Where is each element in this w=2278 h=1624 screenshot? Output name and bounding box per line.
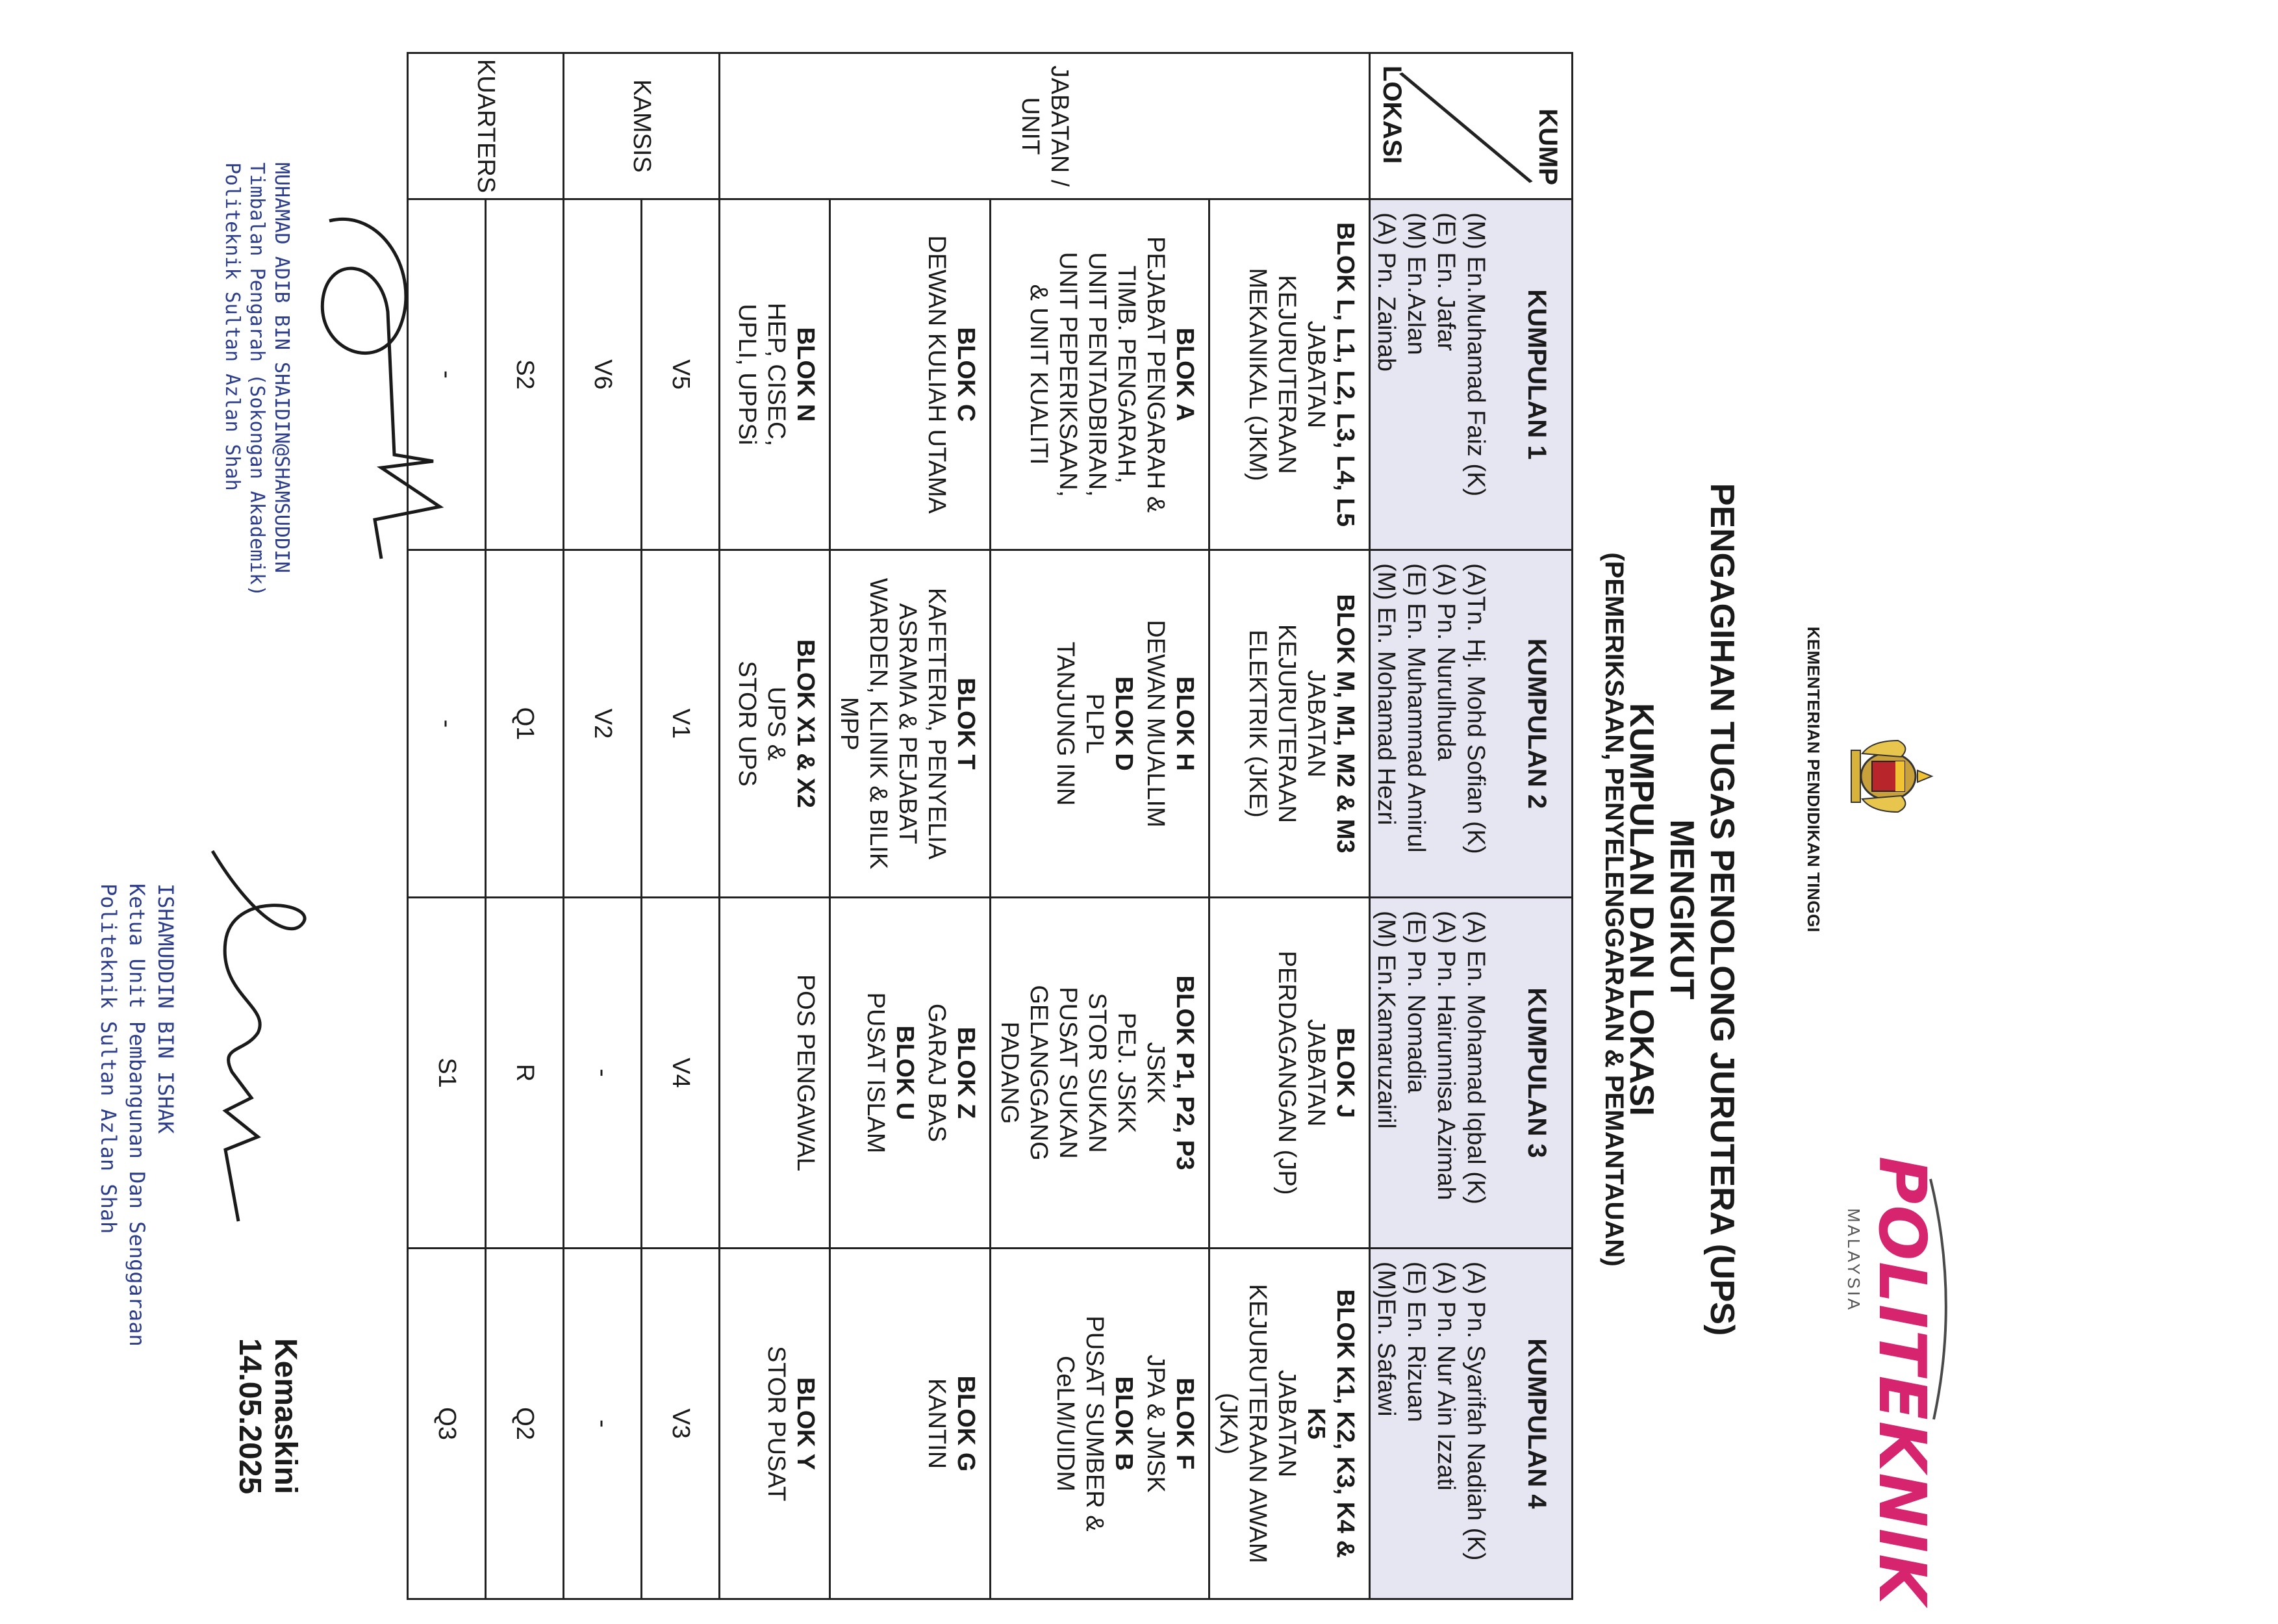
location-block xyxy=(994,899,1199,1247)
location-cell xyxy=(830,898,991,1249)
block-name: BLOK N xyxy=(792,327,819,422)
block-description: GARAJ BAS xyxy=(923,1003,950,1143)
signature-left xyxy=(290,182,459,572)
row-label-kuarters: KUARTERS xyxy=(408,53,564,199)
updated-date: Kemaskini 14.05.2025 xyxy=(233,1338,303,1495)
member: (A) Pn. Nur Ain Izzati xyxy=(1432,1262,1460,1491)
location-block xyxy=(732,552,820,896)
location-block xyxy=(1243,201,1360,548)
block-name: BLOK Z xyxy=(952,1026,980,1119)
kamsis-row xyxy=(642,53,720,1599)
title-line-1: PENGAGIHAN TUGAS PENOLONG JURUTERA (UPS) MENGIKUT xyxy=(1663,483,1741,1336)
member: (M)En. Safawi xyxy=(1373,1262,1400,1417)
block-description: GELANGGANG xyxy=(1025,985,1052,1161)
member: (M) En.Azlan xyxy=(1402,212,1430,355)
location-block xyxy=(791,899,820,1247)
location-cell xyxy=(720,199,830,550)
member: (A) Pn. Zainab xyxy=(1373,212,1400,372)
header-row xyxy=(1370,53,1573,1599)
signatory-left xyxy=(220,162,294,773)
corner-cell xyxy=(1370,53,1573,199)
location-block xyxy=(1141,1250,1199,1597)
location-cell xyxy=(830,550,991,898)
row-label-kamsis: KAMSIS xyxy=(564,53,720,199)
block-description: HEP, CISEC, xyxy=(763,302,790,447)
location-cell xyxy=(720,898,830,1249)
block-description: JABATAN xyxy=(1302,320,1330,429)
member: (M) En.Muhamad Faiz (K) xyxy=(1462,212,1489,497)
block-description: TANJUNG INN xyxy=(1052,641,1079,806)
member: (E) En. Jafar xyxy=(1432,212,1460,351)
location-cell xyxy=(720,550,830,898)
block-description: KAFETERIA, PENYELIA xyxy=(923,587,950,860)
block-description: PUSAT SUKAN xyxy=(1054,987,1082,1159)
block-description: PERDAGANGAN (JP) xyxy=(1273,950,1300,1195)
block-name: BLOK H xyxy=(1171,676,1198,771)
group-title: KUMPULAN 1 xyxy=(1523,289,1551,460)
member: (E) En. Rizuan xyxy=(1402,1262,1430,1423)
block-description: DEWAN MUALLIM xyxy=(1142,620,1169,828)
block-description: KEJURUTERAAN xyxy=(1273,624,1300,824)
location-block xyxy=(1050,1250,1138,1597)
location-row xyxy=(991,53,1209,1599)
location-block xyxy=(922,899,980,1247)
group-title: KUMPULAN 4 xyxy=(1523,1338,1551,1509)
block-description: (JKA) xyxy=(1215,1393,1242,1454)
location-cell xyxy=(1209,1249,1370,1599)
location-row xyxy=(1209,53,1370,1599)
politeknik-logo xyxy=(1830,1156,1953,1606)
block-name: BLOK M, M1, M2 & M3 xyxy=(1332,594,1359,854)
block-name: BLOK Y xyxy=(792,1377,819,1470)
location-cell xyxy=(830,199,991,550)
block-description: STOR UPS xyxy=(733,661,761,787)
group-header-2 xyxy=(1370,550,1573,898)
block-description: JABATAN xyxy=(1302,670,1330,778)
signatory-left-title: Timbalan Pengarah (Sokongan Akademik) xyxy=(246,162,268,597)
block-description: PADANG xyxy=(996,1021,1023,1124)
block-name: BLOK J xyxy=(1332,1027,1359,1119)
block-name: BLOK G xyxy=(952,1375,980,1472)
kuarters-code: Q2 xyxy=(486,1249,564,1599)
location-block xyxy=(1141,552,1199,896)
block-description: UPS & xyxy=(763,686,790,761)
block-description: CeLM/UIDM xyxy=(1052,1355,1079,1492)
kamsis-code: V6 xyxy=(564,199,642,550)
block-description: PLPL xyxy=(1081,693,1108,754)
block-description: STOR SUKAN xyxy=(1083,993,1111,1153)
location-cell xyxy=(720,1249,830,1599)
page-subtitle: (PEMERIKSAAN, PENYELENGGARAAN & PEMANTAUAN) xyxy=(1600,552,1628,1267)
location-block xyxy=(1050,552,1138,896)
block-description: JABATAN xyxy=(1302,1019,1330,1127)
location-block xyxy=(922,1250,980,1597)
block-name: BLOK U xyxy=(891,1025,918,1121)
member: (E) Pn. Nomadia xyxy=(1402,911,1430,1093)
member: (A) Pn. Syarifah Nadiah (K) xyxy=(1462,1262,1489,1561)
block-description: JPA & JMSK xyxy=(1142,1354,1169,1493)
location-block xyxy=(761,1250,820,1597)
member: (A) Pn. Nurulhuda xyxy=(1432,563,1460,761)
member: (E) En. Muhammad Amirul xyxy=(1402,563,1430,853)
block-description: TIMB. PENGARAH, xyxy=(1113,265,1140,484)
block-description: KEJURUTERAAN xyxy=(1273,275,1300,474)
block-description: & UNIT KUALITI xyxy=(1025,284,1052,465)
signatory-right-name: ISHAMUDDIN BIN ISHAK xyxy=(153,883,178,1134)
block-description: UNIT PENTADBIRAN, xyxy=(1083,252,1111,497)
block-description: PEJABAT PENGARAH & xyxy=(1142,236,1169,513)
member: (M) En.Kamaruzairil xyxy=(1373,911,1400,1129)
logo-wordmark: POLITEKNIK xyxy=(1864,1156,1940,1606)
row-label-jabatan: JABATAN / UNIT xyxy=(720,53,1370,199)
group-title: KUMPULAN 2 xyxy=(1523,638,1551,809)
logo-subtext: MALAYSIA xyxy=(1844,1208,1864,1313)
group-header-1 xyxy=(1370,199,1573,550)
block-name: K5 xyxy=(1302,1408,1330,1440)
page-title xyxy=(1621,390,1742,1429)
member: (A)Tn. Hj. Mohd Sofian (K) xyxy=(1462,563,1489,854)
location-block xyxy=(1213,1250,1360,1597)
block-name: BLOK A xyxy=(1171,327,1198,422)
signatory-right-title: Ketua Unit Pembangunan Dan Senggaraan xyxy=(125,883,149,1347)
location-cell xyxy=(1209,550,1370,898)
ministry-name: KEMENTERIAN PENDIDIKAN TINGGI xyxy=(1804,626,1823,933)
block-name: BLOK F xyxy=(1171,1377,1198,1470)
corner-lokasi-label: LOKASI xyxy=(1378,66,1406,164)
block-description: PUSAT SUMBER & xyxy=(1081,1315,1108,1532)
kuarters-row xyxy=(486,53,564,1599)
location-row xyxy=(830,53,991,1599)
block-description: PEJ. JSKK xyxy=(1113,1012,1140,1134)
block-description: MPP xyxy=(835,696,863,751)
block-name: BLOK T xyxy=(952,678,980,770)
kamsis-code: V2 xyxy=(564,550,642,898)
kuarters-code: - xyxy=(408,199,486,550)
location-cell xyxy=(830,1249,991,1599)
location-block xyxy=(922,201,980,548)
block-name: BLOK D xyxy=(1110,676,1137,771)
block-description: ASRAMA & PEJABAT xyxy=(894,603,921,844)
group-header-3 xyxy=(1370,898,1573,1249)
signatory-right xyxy=(94,883,180,1598)
title-line-2: KUMPULAN DAN LOKASI xyxy=(1623,703,1660,1116)
block-name: BLOK X1 & X2 xyxy=(792,639,819,808)
block-name: BLOK P1, P2, P3 xyxy=(1171,975,1198,1171)
signatory-left-org: Politeknik Sultan Azlan Shah xyxy=(221,162,244,491)
location-block xyxy=(834,552,980,896)
assignment-table xyxy=(407,52,1573,1600)
location-cell xyxy=(991,898,1209,1249)
block-description: JSKK xyxy=(1142,1041,1169,1104)
block-description: STOR PUSAT xyxy=(763,1345,790,1502)
location-block xyxy=(1243,552,1360,896)
kamsis-code: V3 xyxy=(642,1249,720,1599)
block-description: POS PENGAWAL xyxy=(792,974,819,1172)
block-name: BLOK B xyxy=(1110,1376,1137,1471)
location-block xyxy=(861,899,919,1247)
location-block xyxy=(1024,201,1199,548)
location-block xyxy=(1272,899,1360,1247)
location-cell xyxy=(1209,898,1370,1249)
block-description: MEKANIKAL (JKM) xyxy=(1244,268,1271,481)
block-name: BLOK L, L1, L2, L3, L4, L5 xyxy=(1332,222,1359,527)
kuarters-code: Q1 xyxy=(486,550,564,898)
location-cell xyxy=(991,1249,1209,1599)
kamsis-code: V1 xyxy=(642,550,720,898)
block-description: WARDEN, KLINIK & BILIK xyxy=(865,577,892,870)
malaysia-crest-icon xyxy=(1846,728,1937,825)
block-description: PUSAT ISLAM xyxy=(862,992,889,1154)
block-description: UNIT PEPERIKSAAN, xyxy=(1054,251,1082,498)
block-description: UPLI, UPPSi xyxy=(733,303,761,446)
kamsis-code: V4 xyxy=(642,898,720,1249)
kamsis-code: - xyxy=(564,898,642,1249)
kuarters-code: R xyxy=(486,898,564,1249)
block-description: DEWAN KULIAH UTAMA xyxy=(923,235,950,514)
signatory-right-org: Politeknik Sultan Azlan Shah xyxy=(96,883,121,1234)
block-description: KANTIN xyxy=(923,1378,950,1469)
block-name: BLOK K1, K2, K3, K4 & xyxy=(1332,1289,1359,1558)
location-cell xyxy=(991,199,1209,550)
corner-kump-label: KUMP xyxy=(1534,108,1562,185)
block-description: KEJURUTERAAN AWAM xyxy=(1244,1284,1271,1564)
location-cell xyxy=(991,550,1209,898)
member: (A) En. Mohamad Iqbal (K) xyxy=(1462,911,1489,1204)
location-block xyxy=(732,201,820,548)
kuarters-code: S1 xyxy=(408,898,486,1249)
block-description: JABATAN xyxy=(1273,1369,1300,1478)
kuarters-code: S2 xyxy=(486,199,564,550)
signatory-left-name: MUHAMAD ADIB BIN SHAIDIN@SHAMSUDDIN xyxy=(270,162,293,574)
location-row xyxy=(720,53,830,1599)
kuarters-code: Q3 xyxy=(408,1249,486,1599)
kuarters-code: - xyxy=(408,550,486,898)
group-title: KUMPULAN 3 xyxy=(1523,987,1551,1158)
block-description: ELEKTRIK (JKE) xyxy=(1244,629,1271,818)
kamsis-row xyxy=(564,53,642,1599)
signature-right xyxy=(186,838,329,1228)
group-header-4 xyxy=(1370,1249,1573,1599)
block-name: BLOK C xyxy=(952,327,980,422)
member: (A) Pn. Hairunnisa Azimah xyxy=(1432,911,1460,1200)
kamsis-code: V5 xyxy=(642,199,720,550)
member: (M) En. Mohamad Hezri xyxy=(1373,563,1400,826)
kamsis-code: - xyxy=(564,1249,642,1599)
location-cell xyxy=(1209,199,1370,550)
